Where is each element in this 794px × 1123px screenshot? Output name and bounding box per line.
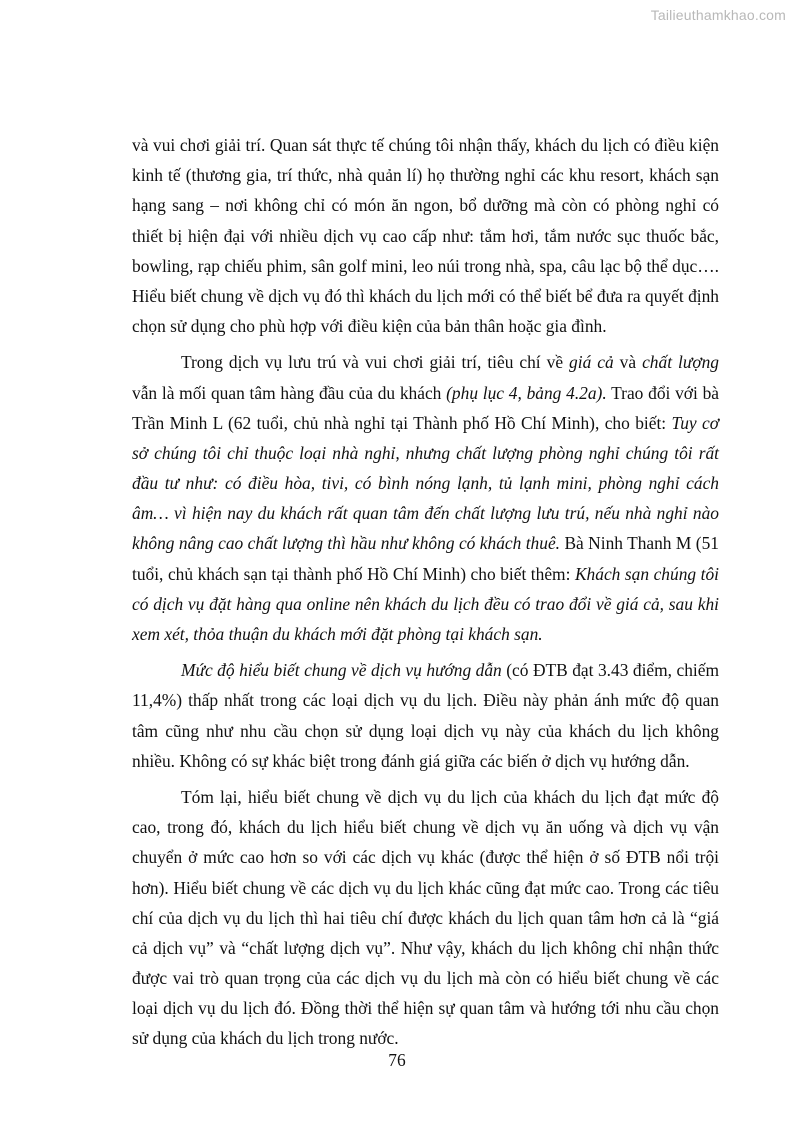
- text-run: Tóm lại, hiểu biết chung về dịch vụ du lịch của khách du lịch đạt mức độ: [181, 786, 719, 807]
- text-line: [132, 438, 719, 468]
- text-run: cao, trong đó, khách du lịch hiểu biết chung về dịch vụ ăn uống và dịch vụ vận: [132, 817, 719, 838]
- watermark: Tailieuthamkhao.com: [650, 7, 786, 23]
- paragraph-guide-service: [132, 655, 719, 776]
- text-line: [132, 716, 719, 746]
- text-line: [132, 655, 719, 685]
- text-run: Trần Minh L (62 tuổi, chủ nhà nghỉ tại Thành phố Hồ Chí Minh), cho biết:: [132, 412, 672, 433]
- text-line: [132, 589, 719, 619]
- text-line: [132, 619, 719, 649]
- text-run: 11,4%) thấp nhất trong các loại dịch vụ du lịch. Điều này phản ánh mức độ quan: [132, 690, 719, 711]
- text-line: [132, 130, 719, 160]
- text-run: chọn sử dụng cho phù hợp với điều kiện của bản thân hoặc gia đình.: [132, 316, 607, 337]
- text-run: Bà Ninh Thanh M (51: [560, 533, 719, 554]
- italic-text: không nâng cao chất lượng thì hầu như không có khách thuê.: [132, 533, 561, 554]
- italic-text: (phụ lục 4, bảng 4.2a).: [446, 382, 607, 403]
- italic-text: đầu tư như: có điều hòa, tivi, có bình nóng lạnh, tủ lạnh mini, phòng nghỉ cách: [132, 473, 719, 494]
- italic-text: giá cả: [569, 352, 614, 373]
- text-run: nhiều. Không có sự khác biệt trong đánh giá giữa các biến ở dịch vụ hướng dẫn.: [132, 750, 690, 771]
- text-run: loại dịch vụ du lịch đó. Đồng thời thể hiện sự quan tâm và hướng tới nhu cầu chọn: [132, 998, 719, 1019]
- text-line: [132, 993, 719, 1023]
- text-run: hạng sang – nơi không chỉ có món ăn ngon, bổ dưỡng mà còn có phòng nghỉ có: [132, 195, 719, 216]
- paragraph-summary: [132, 782, 719, 1054]
- text-line: [132, 468, 719, 498]
- italic-text: âm… vì hiện nay du khách rất quan tâm đến chất lượng lưu trú, nếu nhà nghỉ nào: [132, 503, 719, 524]
- document-body: [132, 130, 719, 1054]
- text-line: [132, 498, 719, 528]
- text-run: và: [613, 352, 643, 373]
- page-number: 76: [388, 1050, 406, 1070]
- text-line: [132, 685, 719, 715]
- italic-text: Khách sạn chúng tôi: [574, 563, 719, 584]
- paragraph-accommodation-intro: [132, 130, 719, 341]
- italic-text: sở chúng tôi chỉ thuộc loại nhà nghỉ, nhưng chất lượng phòng nghỉ chúng tôi rất: [132, 442, 719, 463]
- text-line: [132, 528, 719, 558]
- text-run: tuổi, chủ khách sạn tại thành phố Hồ Chí Minh) cho biết thêm:: [132, 563, 575, 584]
- text-run: bowling, rạp chiếu phim, sân golf mini, leo núi trong nhà, spa, câu lạc bộ thể dục….: [132, 255, 719, 276]
- text-line: [132, 311, 719, 341]
- text-line: [132, 933, 719, 963]
- text-run: chuyển ở mức cao hơn so với các dịch vụ khác (được thể hiện ở số ĐTB nổi trội: [132, 847, 719, 868]
- text-line: [132, 347, 719, 377]
- text-line: [132, 903, 719, 933]
- text-line: [132, 408, 719, 438]
- text-line: [132, 281, 719, 311]
- text-run: cả dịch vụ” và “chất lượng dịch vụ”. Như vậy, khách du lịch không chỉ nhận thức: [132, 937, 719, 958]
- text-run: được vai trò quan trọng của các dịch vụ du lịch mà còn có hiểu biết chung về các: [132, 968, 719, 989]
- text-run: vẫn là mối quan tâm hàng đầu của du khách: [132, 382, 447, 403]
- text-line: [132, 190, 719, 220]
- text-run: Hiểu biết chung về dịch vụ đó thì khách du lịch mới có thể biết bể đưa ra quyết định: [132, 285, 719, 306]
- italic-text: có dịch vụ đặt hàng qua online nên khách du lịch đều có trao đổi về giá cả, sau khi: [132, 593, 719, 614]
- italic-text: Tuy cơ: [671, 412, 719, 433]
- text-run: chí của dịch vụ du lịch thì hai tiêu chí được khách du lịch quan tâm hơn cả là “giá: [132, 907, 719, 928]
- text-line: [132, 842, 719, 872]
- text-run: kinh tế (thương gia, trí thức, nhà quản lí) họ thường nghỉ các khu resort, khách sạn: [132, 165, 719, 186]
- text-line: [132, 812, 719, 842]
- text-line: [132, 782, 719, 812]
- text-run: sử dụng của khách du lịch trong nước.: [132, 1028, 399, 1049]
- italic-text: Mức độ hiểu biết chung về dịch vụ hướng dẫn: [181, 660, 502, 681]
- text-run: Trao đổi với bà: [606, 382, 719, 403]
- italic-text: xem xét, thỏa thuận du khách mới đặt phòng tại khách sạn.: [132, 624, 543, 644]
- text-line: [132, 221, 719, 251]
- text-run: thiết bị hiện đại với nhiều dịch vụ cao cấp như: tắm hơi, tắm nước sục thuốc bắc,: [132, 225, 719, 246]
- text-line: [132, 746, 719, 776]
- text-run: và vui chơi giải trí. Quan sát thực tế chúng tôi nhận thấy, khách du lịch có điều kiện: [132, 135, 719, 155]
- text-run: hơn). Hiểu biết chung về các dịch vụ du lịch khác cũng đạt mức cao. Trong các tiêu: [132, 877, 719, 898]
- text-line: [132, 873, 719, 903]
- italic-text: chất lượng: [642, 352, 719, 373]
- text-line: [132, 251, 719, 281]
- text-line: [132, 559, 719, 589]
- text-run: (có ĐTB đạt 3.43 điểm, chiếm: [501, 660, 719, 681]
- text-run: tâm cũng như nhu cầu chọn sử dụng loại dịch vụ này của khách du lịch không: [132, 720, 719, 741]
- text-line: [132, 378, 719, 408]
- text-run: Trong dịch vụ lưu trú và vui chơi giải trí, tiêu chí về: [181, 352, 570, 373]
- text-line: [132, 963, 719, 993]
- paragraph-lodging-criteria: [132, 347, 719, 649]
- text-line: [132, 160, 719, 190]
